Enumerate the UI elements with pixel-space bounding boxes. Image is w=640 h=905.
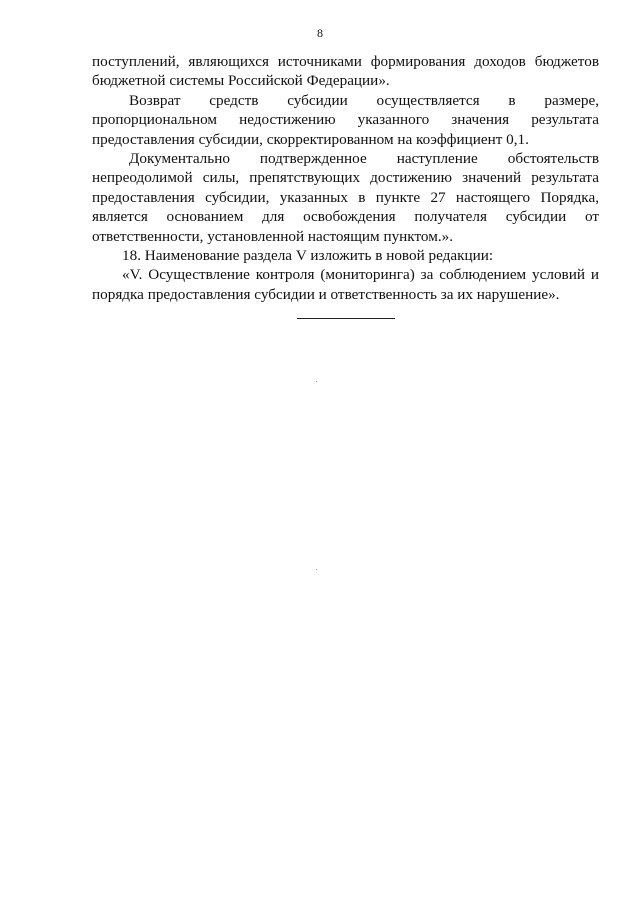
scan-speck <box>316 381 317 382</box>
paragraph-refund: Возврат средств субсидии осуществляется в размере, пропорциональном недостижению указанного значения результата предоставления субсидии, скорректированном на коэффициент 0,1. <box>92 91 599 148</box>
page-number: 8 <box>317 26 323 40</box>
scan-speck <box>316 569 317 570</box>
paragraph-force-majeure: Документально подтвержденное наступление обстоятельств непреодолимой силы, препятствующих достижению значений результата предоставления субсидии, указанных в пункте 27 настоящего Порядка, является основанием для освобождения получателя субсидии от ответственности, установленной настоящим пунктом.». <box>92 150 599 245</box>
paragraph-item-18: 18. Наименование раздела V изложить в новой редакции: <box>122 247 494 265</box>
separator-line <box>297 318 395 319</box>
paragraph-continuation: поступлений, являющихся источниками формирования доходов бюджетов бюджетной системы Российской Федерации». <box>92 53 599 90</box>
paragraph-section-title: «V. Осуществление контроля (мониторинга) за соблюдением условий и порядка предоставления субсидии и ответственность за их нарушение». <box>92 266 599 303</box>
document-body <box>92 52 599 304</box>
